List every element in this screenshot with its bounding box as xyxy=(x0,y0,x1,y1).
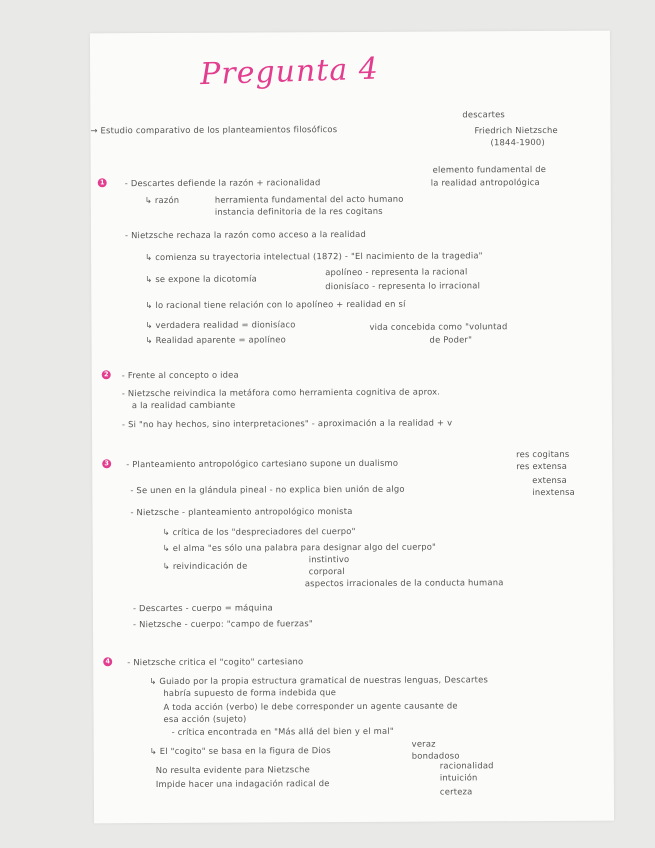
note-line: certeza xyxy=(439,786,473,797)
note-line: intuición xyxy=(439,772,478,783)
note-line: dionisíaco - representa lo irracional xyxy=(325,280,481,292)
note-line: ↳ Realidad aparente = apolíneo xyxy=(145,334,286,346)
note-line: instancia definitoria de la res cogitans xyxy=(214,205,383,217)
note-line: bondadoso xyxy=(411,750,460,761)
note-line: - Nietzsche - planteamiento antropológico monista xyxy=(130,505,353,518)
note-line: veraz xyxy=(411,738,436,749)
note-line: - Nietzsche reivindica la metáfora como herramienta cognitiva de aprox. xyxy=(121,386,441,399)
note-line: descartes xyxy=(462,109,506,120)
note-line: → Estudio comparativo de los planteamientos filosóficos xyxy=(90,124,338,136)
note-line: - Se unen en la glándula pineal - no explica bien unión de algo xyxy=(130,483,405,496)
note-line: apolíneo - representa la racional xyxy=(325,266,468,278)
note-line: esa acción (sujeto) xyxy=(163,713,247,724)
note-line: ↳ El "cogito" se basa en la figura de Dios xyxy=(149,745,331,757)
note-line: - Si "no hay hechos, sino interpretaciones" - aproximación a la realidad + v xyxy=(121,417,453,430)
section-number: 1 xyxy=(98,178,107,187)
note-line: vida concebida como "voluntad xyxy=(369,321,508,332)
note-line: de Poder" xyxy=(429,334,473,345)
note-line: ↳ razón xyxy=(144,194,180,206)
note-line: racionalidad xyxy=(439,760,494,771)
note-line: No resulta evidente para Nietzsche xyxy=(155,764,311,776)
section-number: 3 xyxy=(102,459,111,468)
note-line: habría supuesto de forma indebida que xyxy=(163,687,337,698)
note-line: ↳ el alma "es sólo una palabra para designar algo del cuerpo" xyxy=(162,541,437,553)
section-number: 2 xyxy=(102,370,111,379)
note-line: herramienta fundamental del acto humano xyxy=(214,193,404,205)
page-title: Pregunta 4 xyxy=(199,51,380,93)
note-line: - Nietzsche - cuerpo: "campo de fuerzas" xyxy=(133,618,313,630)
note-line: ↳ comienza su trayectoria intelectual (1872) - "El nacimiento de la tragedia" xyxy=(145,250,483,263)
note-line: res extensa xyxy=(516,460,568,472)
note-line: A toda acción (verbo) le debe corresponder un agente causante de xyxy=(163,700,458,712)
note-line: extensa xyxy=(532,474,567,486)
note-line: - Descartes defiende la razón + racionalidad xyxy=(124,177,321,189)
note-line: aspectos irracionales de la conducta humana xyxy=(304,577,504,589)
note-line: - Planteamiento antropológico cartesiano supone un dualismo xyxy=(126,457,399,470)
note-line: - Nietzsche rechaza la razón como acceso a la realidad xyxy=(124,228,367,241)
note-line: - Descartes - cuerpo = máquina xyxy=(132,602,273,614)
note-line: - crítica encontrada en "Más allá del bien y el mal" xyxy=(171,725,394,737)
note-line: Impide hacer una indagación radical de xyxy=(155,778,330,790)
note-line: res cogitans xyxy=(516,448,570,460)
note-line: a la realidad cambiante xyxy=(131,399,236,411)
note-line: instintivo xyxy=(308,554,350,565)
note-line: inextensa xyxy=(532,486,576,498)
note-line: ↳ se expone la dicotomía xyxy=(145,273,257,285)
note-line: elemento fundamental de xyxy=(432,163,547,175)
note-line: Friedrich Nietzsche xyxy=(474,124,558,136)
note-line: ↳ crítica de los "despreciadores del cuerpo" xyxy=(162,525,356,537)
note-line: - Nietzsche critica el "cogito" cartesiano xyxy=(127,656,304,668)
note-line: ↳ Guiado por la propia estructura gramatical de nuestras lenguas, Descartes xyxy=(149,674,489,687)
notebook-page xyxy=(90,31,614,824)
note-line: - Frente al concepto o idea xyxy=(121,369,239,381)
note-line: ↳ lo racional tiene relación con lo apolíneo + realidad en sí xyxy=(145,298,406,311)
note-line: ↳ reivindicación de xyxy=(162,560,248,571)
note-line: ↳ verdadera realidad = dionisíaco xyxy=(145,319,296,331)
note-line: corporal xyxy=(308,566,345,577)
section-number: 4 xyxy=(103,657,112,666)
note-line: (1844-1900) xyxy=(490,136,545,148)
note-line: la realidad antropológica xyxy=(430,177,540,188)
